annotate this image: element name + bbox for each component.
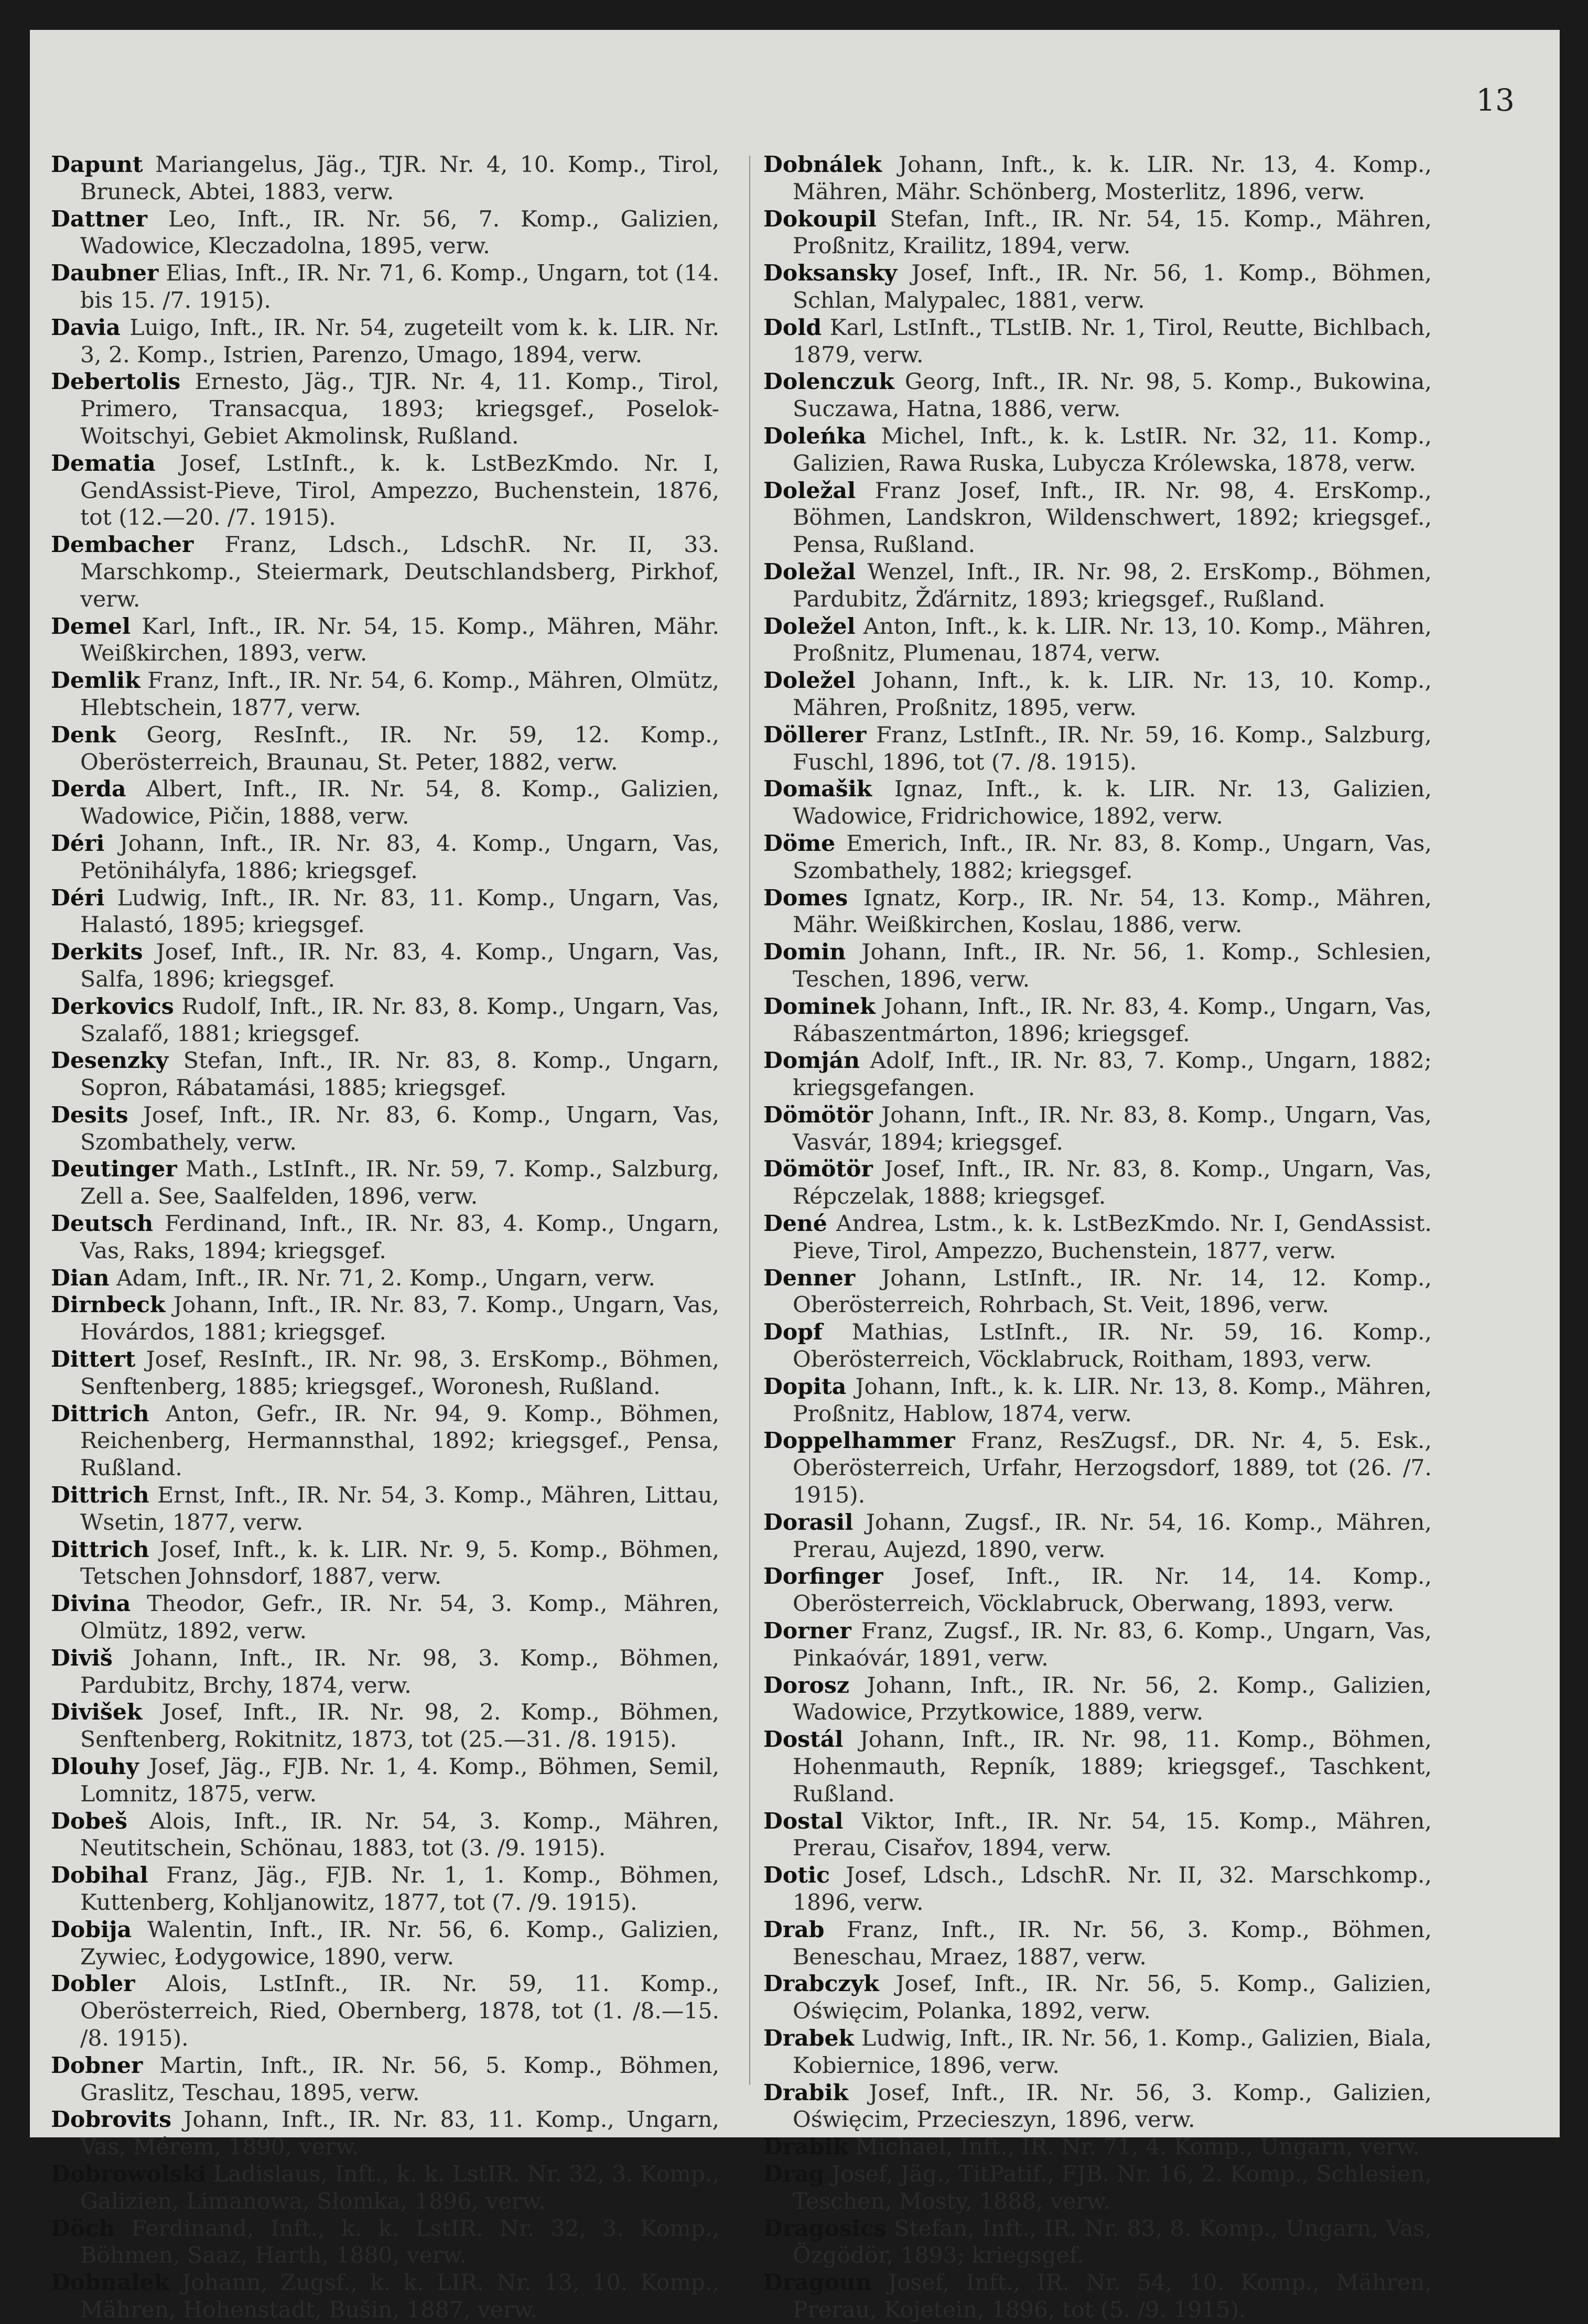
- casualty-entry: [51, 1699, 719, 1754]
- casualty-entry: [51, 532, 719, 613]
- entry-details: Johann, Inft., IR. Nr. 83, 7. Komp., Ungarn, Vas, Hovárdos, 1881; kriegsgef.: [80, 1292, 719, 1346]
- surname: Drag: [763, 2160, 825, 2187]
- casualty-entry: [763, 152, 1432, 206]
- surname: Davia: [51, 314, 121, 341]
- surname: Diviš: [51, 1645, 113, 1671]
- entry-details: Karl, Inft., IR. Nr. 54, 15. Komp., Mähren, Mähr. Weißkirchen, 1893, verw.: [80, 613, 719, 667]
- casualty-entry: [763, 1156, 1432, 1210]
- casualty-entry: [763, 1917, 1432, 1971]
- surname: Divišek: [51, 1699, 143, 1726]
- entry-details: Walentin, Inft., IR. Nr. 56, 6. Komp., Galizien, Zywiec, Łodygowice, 1890, verw.: [80, 1917, 720, 1970]
- entry-details: Josef, Inft., IR. Nr. 83, 8. Komp., Ungarn, Vas, Répczelak, 1888; kriegsgef.: [793, 1156, 1432, 1210]
- surname: Domin: [763, 939, 846, 966]
- casualty-entry: [51, 1265, 719, 1292]
- entry-details: Georg, Inft., IR. Nr. 98, 5. Komp., Bukowina, Suczawa, Hatna, 1886, verw.: [793, 369, 1432, 423]
- casualty-entry: [763, 2025, 1432, 2080]
- casualty-entry: [51, 1156, 719, 1210]
- casualty-entry: [51, 722, 719, 776]
- entry-details: Elias, Inft., IR. Nr. 71, 6. Komp., Ungarn, tot (14. bis 15. /7. 1915).: [80, 261, 720, 314]
- casualty-entry: [51, 667, 719, 722]
- entry-details: Josef, Ldsch., LdschR. Nr. II, 32. Marschkomp., 1896, verw.: [793, 1863, 1432, 1916]
- casualty-entry: [51, 1862, 719, 1917]
- casualty-entry: [763, 1265, 1432, 1320]
- casualty-entry: [763, 885, 1432, 939]
- surname: Denk: [51, 721, 116, 748]
- entry-details: Johann, Zugsf., k. k. LIR. Nr. 13, 10. Komp., Mähren, Hohenstadt, Bušin, 1887, verw.: [80, 2270, 719, 2323]
- surname: Dembacher: [51, 532, 194, 558]
- casualty-entry: [51, 776, 719, 830]
- entry-details: Mariangelus, Jäg., TJR. Nr. 4, 10. Komp., Tirol, Bruneck, Abtei, 1883, verw.: [80, 152, 719, 205]
- casualty-entry: [51, 369, 719, 450]
- surname: Dematia: [51, 450, 156, 477]
- entry-details: Mathias, LstInft., IR. Nr. 59, 16. Komp., Oberösterreich, Vöcklabruck, Roitham, 1893, verw.: [793, 1320, 1432, 1373]
- casualty-entry: [51, 613, 719, 668]
- casualty-entry: [763, 478, 1432, 559]
- surname: Dostal: [763, 1808, 844, 1834]
- surname: Dorner: [763, 1618, 851, 1645]
- entry-details: Stefan, Inft., IR. Nr. 54, 15. Komp., Mähren, Proßnitz, Krailitz, 1894, verw.: [793, 206, 1432, 260]
- entry-details: Franz, Ldsch., LdschR. Nr. II, 33. Marschkomp., Steiermark, Deutschlandsberg, Pirkhof, verw.: [80, 532, 719, 612]
- entry-details: Johann, Inft., k. k. LIR. Nr. 13, 8. Komp., Mähren, Proßnitz, Hablow, 1874, verw.: [793, 1374, 1432, 1427]
- surname: Deutinger: [51, 1156, 177, 1183]
- casualty-entry: [763, 993, 1432, 1048]
- entry-details: Johann, Zugsf., IR. Nr. 54, 16. Komp., Mähren, Prerau, Aujezd, 1890, verw.: [793, 1509, 1432, 1563]
- surname: Derda: [51, 776, 126, 803]
- surname: Dobeš: [51, 1808, 127, 1834]
- surname: Dobler: [51, 1971, 135, 1997]
- surname: Dorasil: [763, 1509, 854, 1536]
- surname: Domján: [763, 1047, 860, 1074]
- document-page: [30, 30, 1560, 2323]
- surname: Dorfinger: [763, 1563, 883, 1590]
- surname: Doležel: [763, 667, 856, 694]
- casualty-entry: [51, 450, 719, 532]
- casualty-entry: [51, 315, 719, 369]
- entry-details: Alois, LstInft., IR. Nr. 59, 11. Komp., Oberösterreich, Ried, Obernberg, 1878, tot (1. /8.—15. /8. 1915).: [80, 1971, 720, 2051]
- casualty-entry: [51, 885, 719, 939]
- entry-details: Luigo, Inft., IR. Nr. 54, zugeteilt vom k. k. LIR. Nr. 3, 2. Komp., Istrien, Parenzo, Umago, 1894, verw.: [80, 315, 719, 368]
- casualty-entry: [763, 1618, 1432, 1672]
- entry-details: Karl, LstInft., TLstIB. Nr. 1, Tirol, Reutte, Bichlbach, 1879, verw.: [793, 315, 1432, 368]
- entry-details: Michael, Inft., IR. Nr. 71, 4. Komp., Ungarn, verw.: [855, 2134, 1420, 2160]
- entry-details: Theodor, Gefr., IR. Nr. 54, 3. Komp., Mähren, Olmütz, 1892, verw.: [80, 1591, 719, 1645]
- entry-details: Adolf, Inft., IR. Nr. 83, 7. Komp., Ungarn, 1882; kriegsgefangen.: [793, 1048, 1432, 1101]
- entry-details: Franz, Zugsf., IR. Nr. 83, 6. Komp., Ungarn, Vas, Pinkaóvár, 1891, verw.: [793, 1618, 1432, 1671]
- surname: Dopita: [763, 1373, 847, 1400]
- entry-details: Josef, Inft., IR. Nr. 14, 14. Komp., Oberösterreich, Vöcklabruck, Oberwang, 1893, verw.: [793, 1564, 1432, 1617]
- entry-details: Ernesto, Jäg., TJR. Nr. 4, 11. Komp., Tirol, Primero, Transacqua, 1893; kriegsgef., Poselok-Woitschyi, Gebiet Akmolinsk, Rußland.: [80, 369, 719, 449]
- surname: Dobrowolski: [51, 2160, 207, 2187]
- casualty-entry: [763, 1672, 1432, 1727]
- surname: Drabek: [763, 2025, 854, 2051]
- surname: Dian: [51, 1264, 110, 1291]
- surname: Doksansky: [763, 260, 898, 287]
- entry-details: Georg, ResInft., IR. Nr. 59, 12. Komp., Oberösterreich, Braunau, St. Peter, 1882, verw.: [80, 722, 719, 775]
- casualty-entry: [51, 1917, 719, 1971]
- entry-details: Alois, Inft., IR. Nr. 54, 3. Komp., Mähren, Neutitschein, Schönau, 1883, tot (3. /9. 1915).: [80, 1808, 719, 1862]
- entry-details: Johann, Inft., IR. Nr. 83, 4. Komp., Ungarn, Vas, Rábaszentmárton, 1896; kriegsgef.: [793, 993, 1432, 1047]
- surname: Dömötör: [763, 1156, 873, 1183]
- surname: Dotic: [763, 1862, 830, 1889]
- casualty-entry: [51, 2106, 719, 2161]
- entry-details: Stefan, Inft., IR. Nr. 83, 8. Komp., Ungarn, Sopron, Rábatamási, 1885; kriegsgef.: [80, 1048, 719, 1101]
- surname: Dostál: [763, 1726, 844, 1753]
- surname: Dobija: [51, 1916, 132, 1943]
- surname: Divina: [51, 1591, 131, 1617]
- surname: Dolenczuk: [763, 369, 894, 395]
- surname: Deutsch: [51, 1210, 154, 1237]
- surname: Demel: [51, 613, 131, 640]
- surname: Dittrich: [51, 1482, 149, 1509]
- entry-details: Emerich, Inft., IR. Nr. 83, 8. Komp., Ungarn, Vas, Szombathely, 1882; kriegsgef.: [793, 830, 1432, 884]
- casualty-entry: [763, 830, 1432, 885]
- casualty-entry: [51, 1754, 719, 1808]
- entry-details: Franz Josef, Inft., IR. Nr. 98, 4. ErsKomp., Böhmen, Landskron, Wildenschwert, 1892; kriegsgef., Pensa, Rußland.: [793, 478, 1432, 558]
- surname: Dragoun: [763, 2269, 872, 2296]
- surname: Dopf: [763, 1319, 823, 1346]
- casualty-entry: [51, 206, 719, 261]
- entry-details: Josef, Inft., IR. Nr. 83, 6. Komp., Ungarn, Vas, Szombathely, verw.: [80, 1102, 719, 1155]
- surname: Dittrich: [51, 1536, 149, 1563]
- casualty-entry: [763, 1509, 1432, 1564]
- casualty-entry: [763, 369, 1432, 423]
- casualty-entry: [51, 1971, 719, 2052]
- casualty-entry: [763, 1102, 1432, 1156]
- entry-details: Josef, ResInft., IR. Nr. 98, 3. ErsKomp., Böhmen, Senftenberg, 1885; kriegsgef., Woronesh, Rußland.: [80, 1347, 719, 1400]
- right-column: [763, 152, 1432, 2324]
- casualty-entry: [763, 1563, 1432, 1618]
- casualty-entry: [763, 315, 1432, 369]
- casualty-entry: [51, 1210, 719, 1265]
- entry-details: Josef, Inft., IR. Nr. 56, 1. Komp., Böhmen, Schlan, Malypalec, 1881, verw.: [793, 261, 1432, 314]
- surname: Derkits: [51, 939, 143, 966]
- entry-details: Ferdinand, Inft., IR. Nr. 83, 4. Komp., Ungarn, Vas, Raks, 1894; kriegsgef.: [80, 1211, 719, 1264]
- page-number: 13: [1476, 82, 1515, 118]
- column-divider: [749, 156, 750, 2085]
- surname: Drab: [763, 1916, 825, 1943]
- entry-details: Stefan, Inft., IR. Nr. 83, 8. Komp., Ungarn, Vas, Özgödör, 1893; kriegsgef.: [793, 2215, 1432, 2269]
- entry-details: Johann, Inft., IR. Nr. 56, 2. Komp., Galizien, Wadowice, Przytkowice, 1889, verw.: [793, 1672, 1432, 1726]
- surname: Dlouhy: [51, 1754, 139, 1780]
- entry-details: Ladislaus, Inft., k. k. LstIR. Nr. 32, 3. Komp., Galizien, Limanowa, Słomka, 1896, verw.: [80, 2161, 719, 2214]
- casualty-entry: [51, 1401, 719, 1482]
- surname: Dömötör: [763, 1101, 873, 1128]
- surname: Dobnalek: [51, 2269, 169, 2296]
- entry-details: Ernst, Inft., IR. Nr. 54, 3. Komp., Mähren, Littau, Wsetin, 1877, verw.: [80, 1483, 719, 1536]
- casualty-entry: [763, 1047, 1432, 1102]
- surname: Dragosics: [763, 2215, 887, 2242]
- casualty-entry: [763, 1210, 1432, 1265]
- surname: Dapunt: [51, 152, 143, 178]
- surname: Doležal: [763, 477, 856, 504]
- entry-details: Andrea, Lstm., k. k. LstBezKmdo. Nr. I, GendAssist. Pieve, Tirol, Ampezzo, Buchenstein, 1877, verw.: [793, 1211, 1432, 1264]
- casualty-entry: [763, 2161, 1432, 2215]
- casualty-entry: [763, 1808, 1432, 1863]
- casualty-entry: [763, 2269, 1432, 2324]
- surname: Döllerer: [763, 721, 867, 748]
- casualty-entry: [51, 1047, 719, 1102]
- casualty-entry: [51, 1102, 719, 1156]
- surname: Dirnbeck: [51, 1292, 166, 1318]
- casualty-entry: [763, 1319, 1432, 1374]
- entry-details: Wenzel, Inft., IR. Nr. 98, 2. ErsKomp., Böhmen, Pardubitz, Žďárnitz, 1893; kriegsgef., Rußland.: [793, 559, 1432, 612]
- entry-details: Johann, Inft., k. k. LIR. Nr. 13, 4. Komp., Mähren, Mähr. Schönberg, Mosterlitz, 1896, verw.: [793, 152, 1432, 205]
- surname: Debertolis: [51, 369, 181, 395]
- casualty-entry: [763, 1862, 1432, 1917]
- surname: Domes: [763, 884, 848, 911]
- surname: Dold: [763, 314, 822, 341]
- casualty-entry: [763, 2134, 1432, 2161]
- surname: Doležal: [763, 558, 856, 585]
- entry-details: Johann, Inft., IR. Nr. 83, 4. Komp., Ungarn, Vas, Petönihályfa, 1886; kriegsgef.: [80, 830, 719, 884]
- casualty-entry: [763, 559, 1432, 613]
- entry-details: Josef, Jäg., FJB. Nr. 1, 4. Komp., Böhmen, Semil, Lomnitz, 1875, verw.: [80, 1754, 719, 1807]
- casualty-entry: [51, 2215, 719, 2270]
- casualty-entry: [51, 1591, 719, 1645]
- casualty-entry: [51, 1808, 719, 1863]
- entry-details: Johann, Inft., IR. Nr. 98, 11. Komp., Böhmen, Hohenmauth, Repník, 1889; kriegsgef., Taschkent, Rußland.: [793, 1727, 1432, 1807]
- surname: Derkovics: [51, 993, 174, 1020]
- surname: Dokoupil: [763, 206, 877, 232]
- casualty-entry: [763, 1726, 1432, 1808]
- casualty-entry: [51, 939, 719, 993]
- entry-details: Anton, Inft., k. k. LIR. Nr. 13, 10. Komp., Mähren, Proßnitz, Plumenau, 1874, verw.: [793, 613, 1432, 667]
- surname: Doppelhammer: [763, 1428, 955, 1454]
- surname: Dittrich: [51, 1400, 149, 1427]
- casualty-entry: [51, 152, 719, 206]
- surname: Drabik: [763, 2134, 849, 2160]
- surname: Doležel: [763, 613, 856, 640]
- surname: Déri: [51, 830, 105, 857]
- surname: Döme: [763, 830, 836, 857]
- surname: Dobnálek: [763, 152, 882, 178]
- entry-details: Franz, ResZugsf., DR. Nr. 4, 5. Esk., Oberösterreich, Urfahr, Herzogsdorf, 1889, tot (26. /7. 1915).: [793, 1428, 1432, 1509]
- entry-details: Ignaz, Inft., k. k. LIR. Nr. 13, Galizien, Wadowice, Fridrichowice, 1892, verw.: [793, 776, 1432, 830]
- casualty-entry: [51, 1537, 719, 1591]
- entry-details: Michel, Inft., k. k. LstIR. Nr. 32, 11. Komp., Galizien, Rawa Ruska, Lubycza Królewska, 1878, verw.: [793, 423, 1432, 477]
- entry-details: Albert, Inft., IR. Nr. 54, 8. Komp., Galizien, Wadowice, Pičin, 1888, verw.: [80, 776, 720, 830]
- entry-details: Josef, Inft., IR. Nr. 83, 4. Komp., Ungarn, Vas, Salfa, 1896; kriegsgef.: [80, 939, 719, 992]
- entry-details: Franz, Inft., IR. Nr. 56, 3. Komp., Böhmen, Beneschau, Mraez, 1887, verw.: [793, 1917, 1432, 1970]
- casualty-entry: [763, 667, 1432, 722]
- surname: Dobihal: [51, 1862, 148, 1889]
- casualty-entry: [51, 1292, 719, 1346]
- entry-details: Johann, Inft., k. k. LIR. Nr. 13, 10. Komp., Mähren, Proßnitz, 1895, verw.: [793, 668, 1432, 721]
- casualty-entry: [763, 613, 1432, 668]
- entry-details: Rudolf, Inft., IR. Nr. 83, 8. Komp., Ungarn, Vas, Szalafő, 1881; kriegsgef.: [80, 993, 719, 1047]
- surname: Dobrovits: [51, 2106, 172, 2133]
- casualty-entry: [51, 2052, 719, 2107]
- surname: Dené: [763, 1210, 827, 1237]
- casualty-entry: [763, 722, 1432, 776]
- casualty-entry: [51, 2161, 719, 2215]
- casualty-entry: [51, 2269, 719, 2324]
- surname: Dominek: [763, 993, 876, 1020]
- casualty-entry: [51, 1346, 719, 1401]
- entry-details: Josef, Inft., IR. Nr. 54, 10. Komp., Mähren, Prerau, Kojetein, 1896, tot (5. /9. 1915).: [793, 2270, 1432, 2323]
- entry-details: Franz, Jäg., FJB. Nr. 1, 1. Komp., Böhmen, Kuttenberg, Kohljanowitz, 1877, tot (7. /9. 1915).: [80, 1863, 719, 1916]
- casualty-entry: [51, 1482, 719, 1537]
- entry-details: Martin, Inft., IR. Nr. 56, 5. Komp., Böhmen, Graslitz, Teschau, 1895, verw.: [80, 2052, 719, 2106]
- casualty-entry: [763, 1971, 1432, 2025]
- surname: Desenzky: [51, 1047, 169, 1074]
- surname: Domašik: [763, 776, 872, 803]
- casualty-entry: [763, 423, 1432, 478]
- surname: Déri: [51, 884, 105, 911]
- surname: Doleńka: [763, 423, 867, 449]
- entry-details: Johann, Inft., IR. Nr. 98, 3. Komp., Böhmen, Pardubitz, Brchy, 1874, verw.: [80, 1645, 719, 1699]
- casualty-entry: [763, 1428, 1432, 1509]
- entry-details: Viktor, Inft., IR. Nr. 54, 15. Komp., Mähren, Prerau, Cisařov, 1894, verw.: [793, 1808, 1432, 1862]
- entry-details: Math., LstInft., IR. Nr. 59, 7. Komp., Salzburg, Zell a. See, Saalfelden, 1896, verw.: [80, 1156, 719, 1210]
- entry-details: Adam, Inft., IR. Nr. 71, 2. Komp., Ungarn, verw.: [116, 1265, 655, 1291]
- surname: Döch: [51, 2215, 115, 2242]
- surname: Demlik: [51, 667, 141, 694]
- casualty-entry: [763, 206, 1432, 261]
- surname: Desits: [51, 1101, 128, 1128]
- entry-details: Josef, Inft., k. k. LIR. Nr. 9, 5. Komp., Böhmen, Tetschen Johnsdorf, 1887, verw.: [80, 1537, 719, 1590]
- casualty-entry: [763, 776, 1432, 830]
- entry-details: Josef, Jäg., TitPatif., FJB. Nr. 16, 2. Komp., Schlesien, Teschen, Mosty, 1888, verw.: [793, 2161, 1432, 2214]
- casualty-entry: [51, 260, 719, 315]
- entry-details: Ferdinand, Inft., k. k. LstIR. Nr. 32, 3. Komp., Böhmen, Saaz, Harth, 1880, verw.: [80, 2215, 719, 2269]
- casualty-entry: [763, 1374, 1432, 1428]
- casualty-entry: [763, 2080, 1432, 2134]
- surname: Dobner: [51, 2052, 143, 2079]
- entry-details: Anton, Gefr., IR. Nr. 94, 9. Komp., Böhmen, Reichenberg, Hermannsthal, 1892; kriegsgef., Pensa, Rußland.: [80, 1401, 720, 1482]
- entry-details: Johann, Inft., IR. Nr. 83, 11. Komp., Ungarn, Vas, Mérem, 1890, verw.: [80, 2107, 719, 2160]
- entry-details: Johann, Inft., IR. Nr. 56, 1. Komp., Schlesien, Teschen, 1896, verw.: [793, 939, 1432, 992]
- surname: Drabik: [763, 2079, 849, 2106]
- casualty-entry: [51, 1645, 719, 1700]
- entry-details: Ignatz, Korp., IR. Nr. 54, 13. Komp., Mähren, Mähr. Weißkirchen, Koslau, 1886, verw.: [793, 885, 1432, 938]
- entry-details: Franz, LstInft., IR. Nr. 59, 16. Komp., Salzburg, Fuschl, 1896, tot (7. /8. 1915).: [793, 722, 1432, 775]
- entry-details: Josef, Inft., IR. Nr. 56, 3. Komp., Galizien, Oświęcim, Przecieszyn, 1896, verw.: [793, 2080, 1432, 2133]
- casualty-entry: [51, 830, 719, 885]
- casualty-entry: [51, 993, 719, 1048]
- surname: Daubner: [51, 260, 159, 287]
- entry-details: Josef, Inft., IR. Nr. 56, 5. Komp., Galizien, Oświęcim, Polanka, 1892, verw.: [793, 1971, 1432, 2025]
- entry-details: Johann, Inft., IR. Nr. 83, 8. Komp., Ungarn, Vas, Vasvár, 1894; kriegsgef.: [793, 1102, 1432, 1155]
- entry-details: Johann, LstInft., IR. Nr. 14, 12. Komp., Oberösterreich, Rohrbach, St. Veit, 1896, verw.: [793, 1265, 1432, 1318]
- surname: Denner: [763, 1264, 856, 1291]
- entry-details: Josef, LstInft., k. k. LstBezKmdo. Nr. I, GendAssist-Pieve, Tirol, Ampezzo, Buchenstein, 1876, tot (12.—20. /7. 1915).: [80, 450, 719, 531]
- entry-details: Leo, Inft., IR. Nr. 56, 7. Komp., Galizien, Wadowice, Kleczadolna, 1895, verw.: [80, 206, 719, 260]
- entry-details: Franz, Inft., IR. Nr. 54, 6. Komp., Mähren, Olmütz, Hlebtschein, 1877, verw.: [80, 668, 719, 721]
- casualty-entry: [763, 939, 1432, 993]
- surname: Drabczyk: [763, 1971, 879, 1997]
- casualty-entry: [763, 260, 1432, 315]
- casualty-entry: [763, 2215, 1432, 2270]
- entry-details: Ludwig, Inft., IR. Nr. 56, 1. Komp., Galizien, Biala, Kobiernice, 1896, verw.: [793, 2025, 1432, 2079]
- surname: Dattner: [51, 206, 147, 232]
- entry-details: Josef, Inft., IR. Nr. 98, 2. Komp., Böhmen, Senftenberg, Rokitnitz, 1873, tot (25.—31. /8. 1915).: [80, 1700, 720, 1753]
- surname: Dittert: [51, 1346, 136, 1373]
- surname: Dorosz: [763, 1672, 850, 1699]
- entry-details: Ludwig, Inft., IR. Nr. 83, 11. Komp., Ungarn, Vas, Halastó, 1895; kriegsgef.: [80, 885, 719, 938]
- left-column: [51, 152, 719, 2324]
